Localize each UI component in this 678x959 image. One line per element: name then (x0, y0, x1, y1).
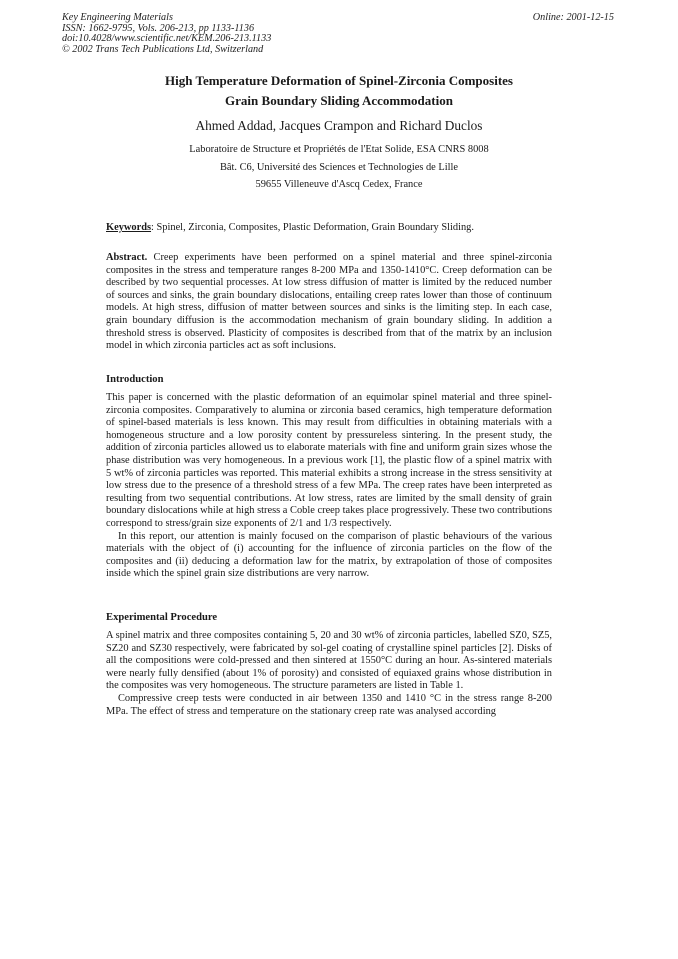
keywords-label: Keywords (106, 222, 152, 233)
introduction-body (106, 392, 552, 581)
issn-line: ISSN: 1662-9795, Vols. 206-213, pp 1133-1136 (62, 22, 255, 34)
copyright-line: © 2002 Trans Tech Publications Ltd, Switzerland (62, 43, 264, 55)
abstract (106, 252, 552, 353)
abstract-text: Creep experiments have been performed on a spinel material and three spinel-zirconia composites in the stress and temperature ranges 8-200 MPa and 1350-1410°C. Creep deformation can be described by two sequential processes. At low stress diffusion of matter is limited by the reduced number of sources and sinks, the grain boundary dislocations, entailing creep rates lower than those of continuum models. At high stress, diffusion of matter between sources and sinks is the limiting step. In each case, grain boundary diffusion is the accommodation mechanism of grain boundary sliding. In addition a threshold stress is observed. Plasticity of composites is described from that of the matrix by an inclusion model in which zirconia particles act as soft inclusions. (106, 252, 552, 352)
introduction-paragraph-2: In this report, our attention is mainly focused on the comparison of plastic behaviours of the various materials with the object of (i) accounting for the influence of zirconia particles on the flow of the composites and (ii) deducing a deformation law for the matrix, by extrapolation of those of composites inside which the spinel grain size distributions are very narrow. (106, 530, 552, 580)
experimental-body (106, 630, 552, 718)
affiliation-line-1: Laboratoire de Structure et Propriétés de l'Etat Solide, ESA CNRS 8008 (189, 144, 489, 155)
authors: Ahmed Addad, Jacques Crampon and Richard Duclos (195, 118, 483, 133)
abstract-label: Abstract. (106, 252, 148, 263)
doi-line: doi:10.4028/www.scientific.net/KEM.206-213.1133 (62, 33, 272, 45)
title-line-2: Grain Boundary Sliding Accommodation (225, 93, 453, 108)
introduction-paragraph-1: This paper is concerned with the plastic deformation of an equimolar spinel material and three spinel-zirconia composites. Comparatively to alumina or zirconia based ceramics, high temperature deformation of spinel-based materials is less known. This may result from difficulties in obtaining materials with a homogeneous structure and a low porosity content by pressureless sintering. In the present study, the addition of zirconia particles allowed us to elaborate materials with fine and uniform grain sizes whose the phase distribution was very homogeneous. In a previous work [1], the plastic flow of a spinel matrix with 5 wt% of zirconia particles was reported. This material exhibits a strong increase in the stress sensitivity at low stress due to the presence of a threshold stress of a few MPa. The creep rates have been interpreted as resulting from two sequential contributions. At low stress, rates are limited by the small density of grain boundary dislocations while at high stress a Coble creep takes place progressively. These two contributions correspond to stress/grain size exponents of 2/1 and 1/3 respectively. (106, 392, 552, 529)
online-date: Online: 2001-12-15 (532, 12, 614, 23)
experimental-paragraph-1: A spinel matrix and three composites containing 5, 20 and 30 wt% of zirconia particles, labelled SZ0, SZ5, SZ20 and SZ30 respectively, were fabricated by sol-gel coating of crystalline spinel particles [2]. Disks of all the compositions were cold-pressed and then sintered at 1550°C during an hour. As-sintered materials were nearly fully densified (about 1% of porosity) and consisted of equiaxed grains whose distribution in the composites was very homogeneous. The structure parameters are listed in Table 1. (106, 630, 552, 692)
paper-title (0, 71, 678, 111)
title-line-1: High Temperature Deformation of Spinel-Zirconia Composites (165, 73, 513, 88)
journal-header (62, 13, 271, 55)
affiliation-line-3: 59655 Villeneuve d'Ascq Cedex, France (255, 179, 423, 190)
journal-name: Key Engineering Materials (62, 12, 173, 23)
affiliation-line-2: Bât. C6, Université des Sciences et Technologies de Lille (219, 161, 458, 173)
experimental-heading: Experimental Procedure (106, 612, 218, 623)
keywords (106, 222, 552, 235)
introduction-heading: Introduction (106, 374, 164, 385)
experimental-paragraph-2: Compressive creep tests were conducted in air between 1350 and 1410 °C in the stress range 8-200 MPa. The effect of stress and temperature on the stationary creep rate was analysed according (106, 692, 552, 717)
keywords-text: : Spinel, Zirconia, Composites, Plastic Deformation, Grain Boundary Sliding. (151, 222, 474, 233)
affiliation (0, 141, 678, 194)
